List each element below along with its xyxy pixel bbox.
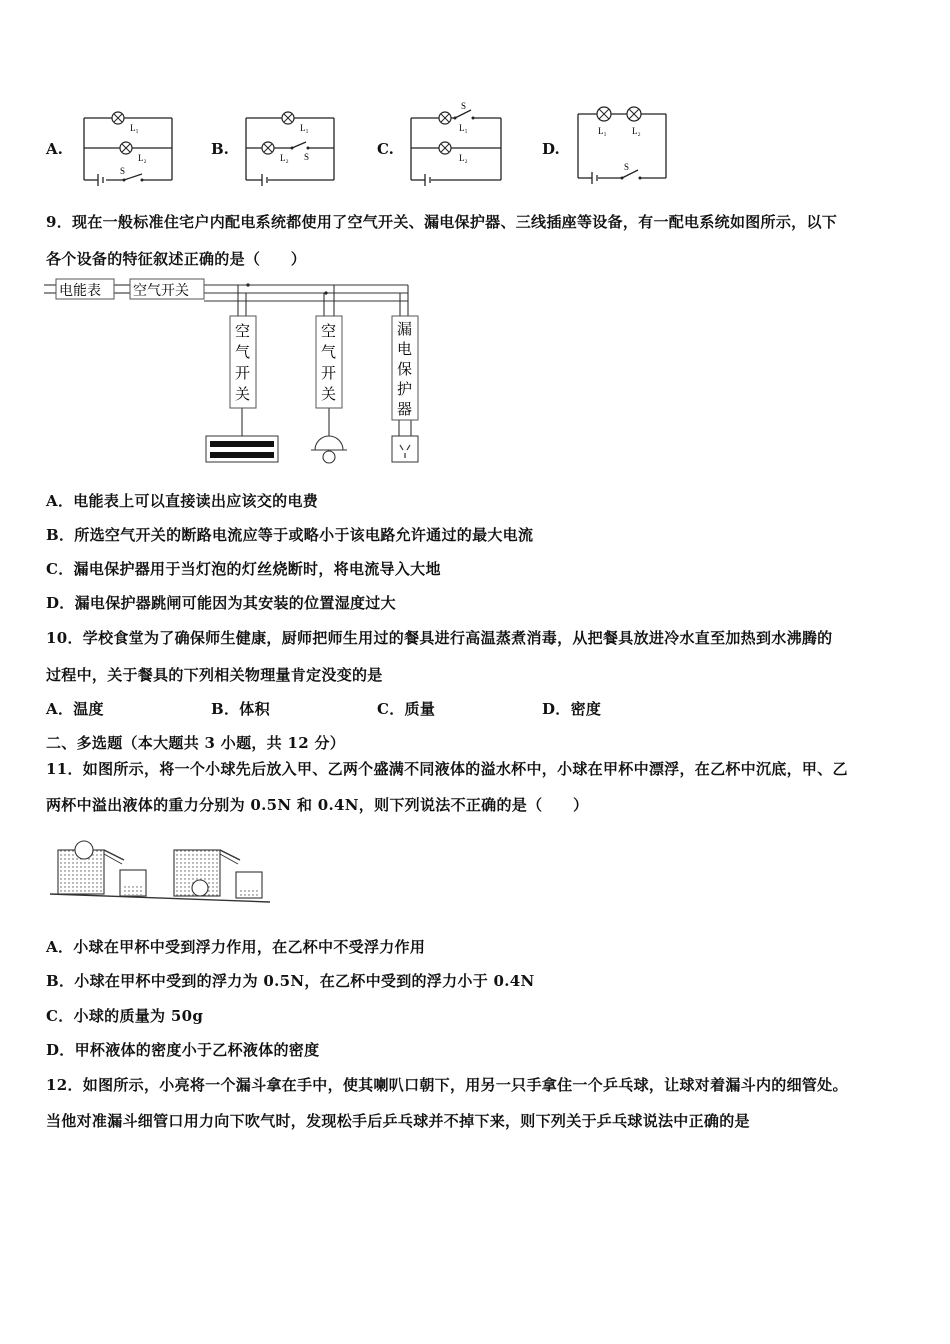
switch-label: S bbox=[461, 101, 467, 111]
lamp-icon bbox=[120, 142, 132, 154]
q12-stem-line-1: 12．如图所示，小亮将一个漏斗拿在手中，使其喇叭口朝下，用另一只手拿住一个乒乓球，让球对着漏斗内的细管处。 bbox=[46, 1076, 848, 1094]
lamp-icon bbox=[439, 112, 451, 124]
q11-option-c: C．小球的质量为 50g bbox=[46, 1007, 204, 1025]
q8-circuit-b bbox=[240, 108, 344, 188]
overflow-cup-icon bbox=[174, 850, 240, 896]
q9-option-a: A．电能表上可以直接读出应该交的电费 bbox=[46, 492, 319, 510]
q11-option-b: B．小球在甲杯中受到的浮力为 0.5N，在乙杯中受到的浮力小于 0.4N bbox=[46, 972, 535, 990]
q8-circuit-d bbox=[572, 100, 672, 188]
branch3-char: 保 bbox=[397, 362, 413, 378]
q10-option-b: B．体积 bbox=[211, 700, 270, 718]
q10-stem-line-2: 过程中，关于餐具的下列相关物理量肯定没变的是 bbox=[46, 666, 383, 684]
lamp-label: L₂ bbox=[459, 153, 468, 163]
q8-option-c-label: C. bbox=[377, 140, 394, 158]
branch2-char: 气 bbox=[321, 345, 337, 361]
lamp-label: L₁ bbox=[598, 126, 607, 136]
lamp-label: L₂ bbox=[138, 153, 147, 163]
q9-option-c: C．漏电保护器用于当灯泡的灯丝烧断时，将电流导入大地 bbox=[46, 560, 441, 578]
lamp-icon bbox=[439, 142, 451, 154]
q11-stem-line-1: 11．如图所示，将一个小球先后放入甲、乙两个盛满不同液体的溢水杯中，小球在甲杯中漂浮，在乙杯中沉底，甲、乙 bbox=[46, 760, 848, 778]
lamp-icon bbox=[112, 112, 124, 124]
section-2-title: 二、多选题（本大题共 3 小题，共 12 分） bbox=[46, 734, 346, 752]
lamp-icon bbox=[627, 107, 641, 121]
lamp-icon bbox=[282, 112, 294, 124]
q10-option-c: C．质量 bbox=[377, 700, 436, 718]
switch-label: S bbox=[120, 166, 126, 176]
lamp-label: L₂ bbox=[280, 153, 289, 163]
overflow-cup-icon bbox=[58, 841, 124, 894]
switch-label: S bbox=[624, 162, 630, 172]
branch3-char: 护 bbox=[397, 382, 413, 398]
lamp-icon bbox=[597, 107, 611, 121]
branch1-char: 气 bbox=[235, 345, 251, 361]
q10-stem-line-1: 10．学校食堂为了确保师生健康，厨师把师生用过的餐具进行高温蒸煮消毒，从把餐具放进冷水直至加热到水沸腾的 bbox=[46, 629, 833, 647]
q9-stem-line-1: 9．现在一般标准住宅户内配电系统都使用了空气开关、漏电保护器、三线插座等设备，有一配电系统如图所示，以下 bbox=[46, 213, 838, 231]
q10-option-a: A．温度 bbox=[46, 700, 104, 718]
branch2-char: 开 bbox=[321, 366, 337, 382]
q8-option-d-label: D. bbox=[542, 140, 560, 158]
beaker-icon bbox=[120, 870, 146, 896]
q12-stem-line-2: 当他对准漏斗细管口用力向下吹气时，发现松手后乒乓球并不掉下来，则下列关于乒乓球说法中正确的是 bbox=[46, 1112, 750, 1130]
q11-option-a: A．小球在甲杯中受到浮力作用，在乙杯中不受浮力作用 bbox=[46, 938, 426, 956]
q9-stem-line-2: 各个设备的特征叙述正确的是（ ） bbox=[46, 250, 307, 268]
q11-option-d: D．甲杯液体的密度小于乙杯液体的密度 bbox=[46, 1041, 320, 1059]
branch1-char: 关 bbox=[235, 387, 251, 403]
q9-option-b: B．所选空气开关的断路电流应等于或略小于该电路允许通过的最大电流 bbox=[46, 526, 534, 544]
switch-label: S bbox=[304, 152, 310, 162]
lamp-label: L₁ bbox=[459, 123, 468, 133]
branch2-char: 关 bbox=[321, 387, 337, 403]
lamp-icon bbox=[262, 142, 274, 154]
branch2-char: 空 bbox=[321, 324, 337, 340]
main-switch-label: 空气开关 bbox=[133, 284, 189, 299]
meter-label: 电能表 bbox=[59, 284, 101, 299]
lamp-label: L₂ bbox=[632, 126, 641, 136]
lamp-label: L₁ bbox=[130, 123, 139, 133]
lamp-label: L₁ bbox=[300, 123, 309, 133]
q8-circuit-a bbox=[76, 108, 180, 188]
q11-stem-line-2: 两杯中溢出液体的重力分别为 0.5N 和 0.4N，则下列说法不正确的是（ ） bbox=[46, 796, 589, 814]
q8-option-a-label: A. bbox=[46, 140, 63, 158]
beaker-icon bbox=[236, 872, 262, 898]
branch3-char: 器 bbox=[397, 402, 413, 418]
socket-outlet-icon bbox=[392, 436, 418, 462]
branch3-char: 电 bbox=[397, 342, 413, 358]
q11-overflow-cups-figure bbox=[48, 830, 272, 906]
branch3-char: 漏 bbox=[397, 322, 413, 338]
branch1-char: 空 bbox=[235, 324, 251, 340]
appliance-heater-icon bbox=[206, 436, 278, 462]
ceiling-lamp-icon bbox=[311, 436, 347, 463]
q9-distribution-diagram bbox=[44, 276, 444, 468]
q8-circuit-c bbox=[405, 100, 509, 188]
branch1-char: 开 bbox=[235, 366, 251, 382]
q8-option-b-label: B. bbox=[211, 140, 229, 158]
q9-option-d: D．漏电保护器跳闸可能因为其安装的位置湿度过大 bbox=[46, 594, 396, 612]
q10-option-d: D．密度 bbox=[542, 700, 602, 718]
